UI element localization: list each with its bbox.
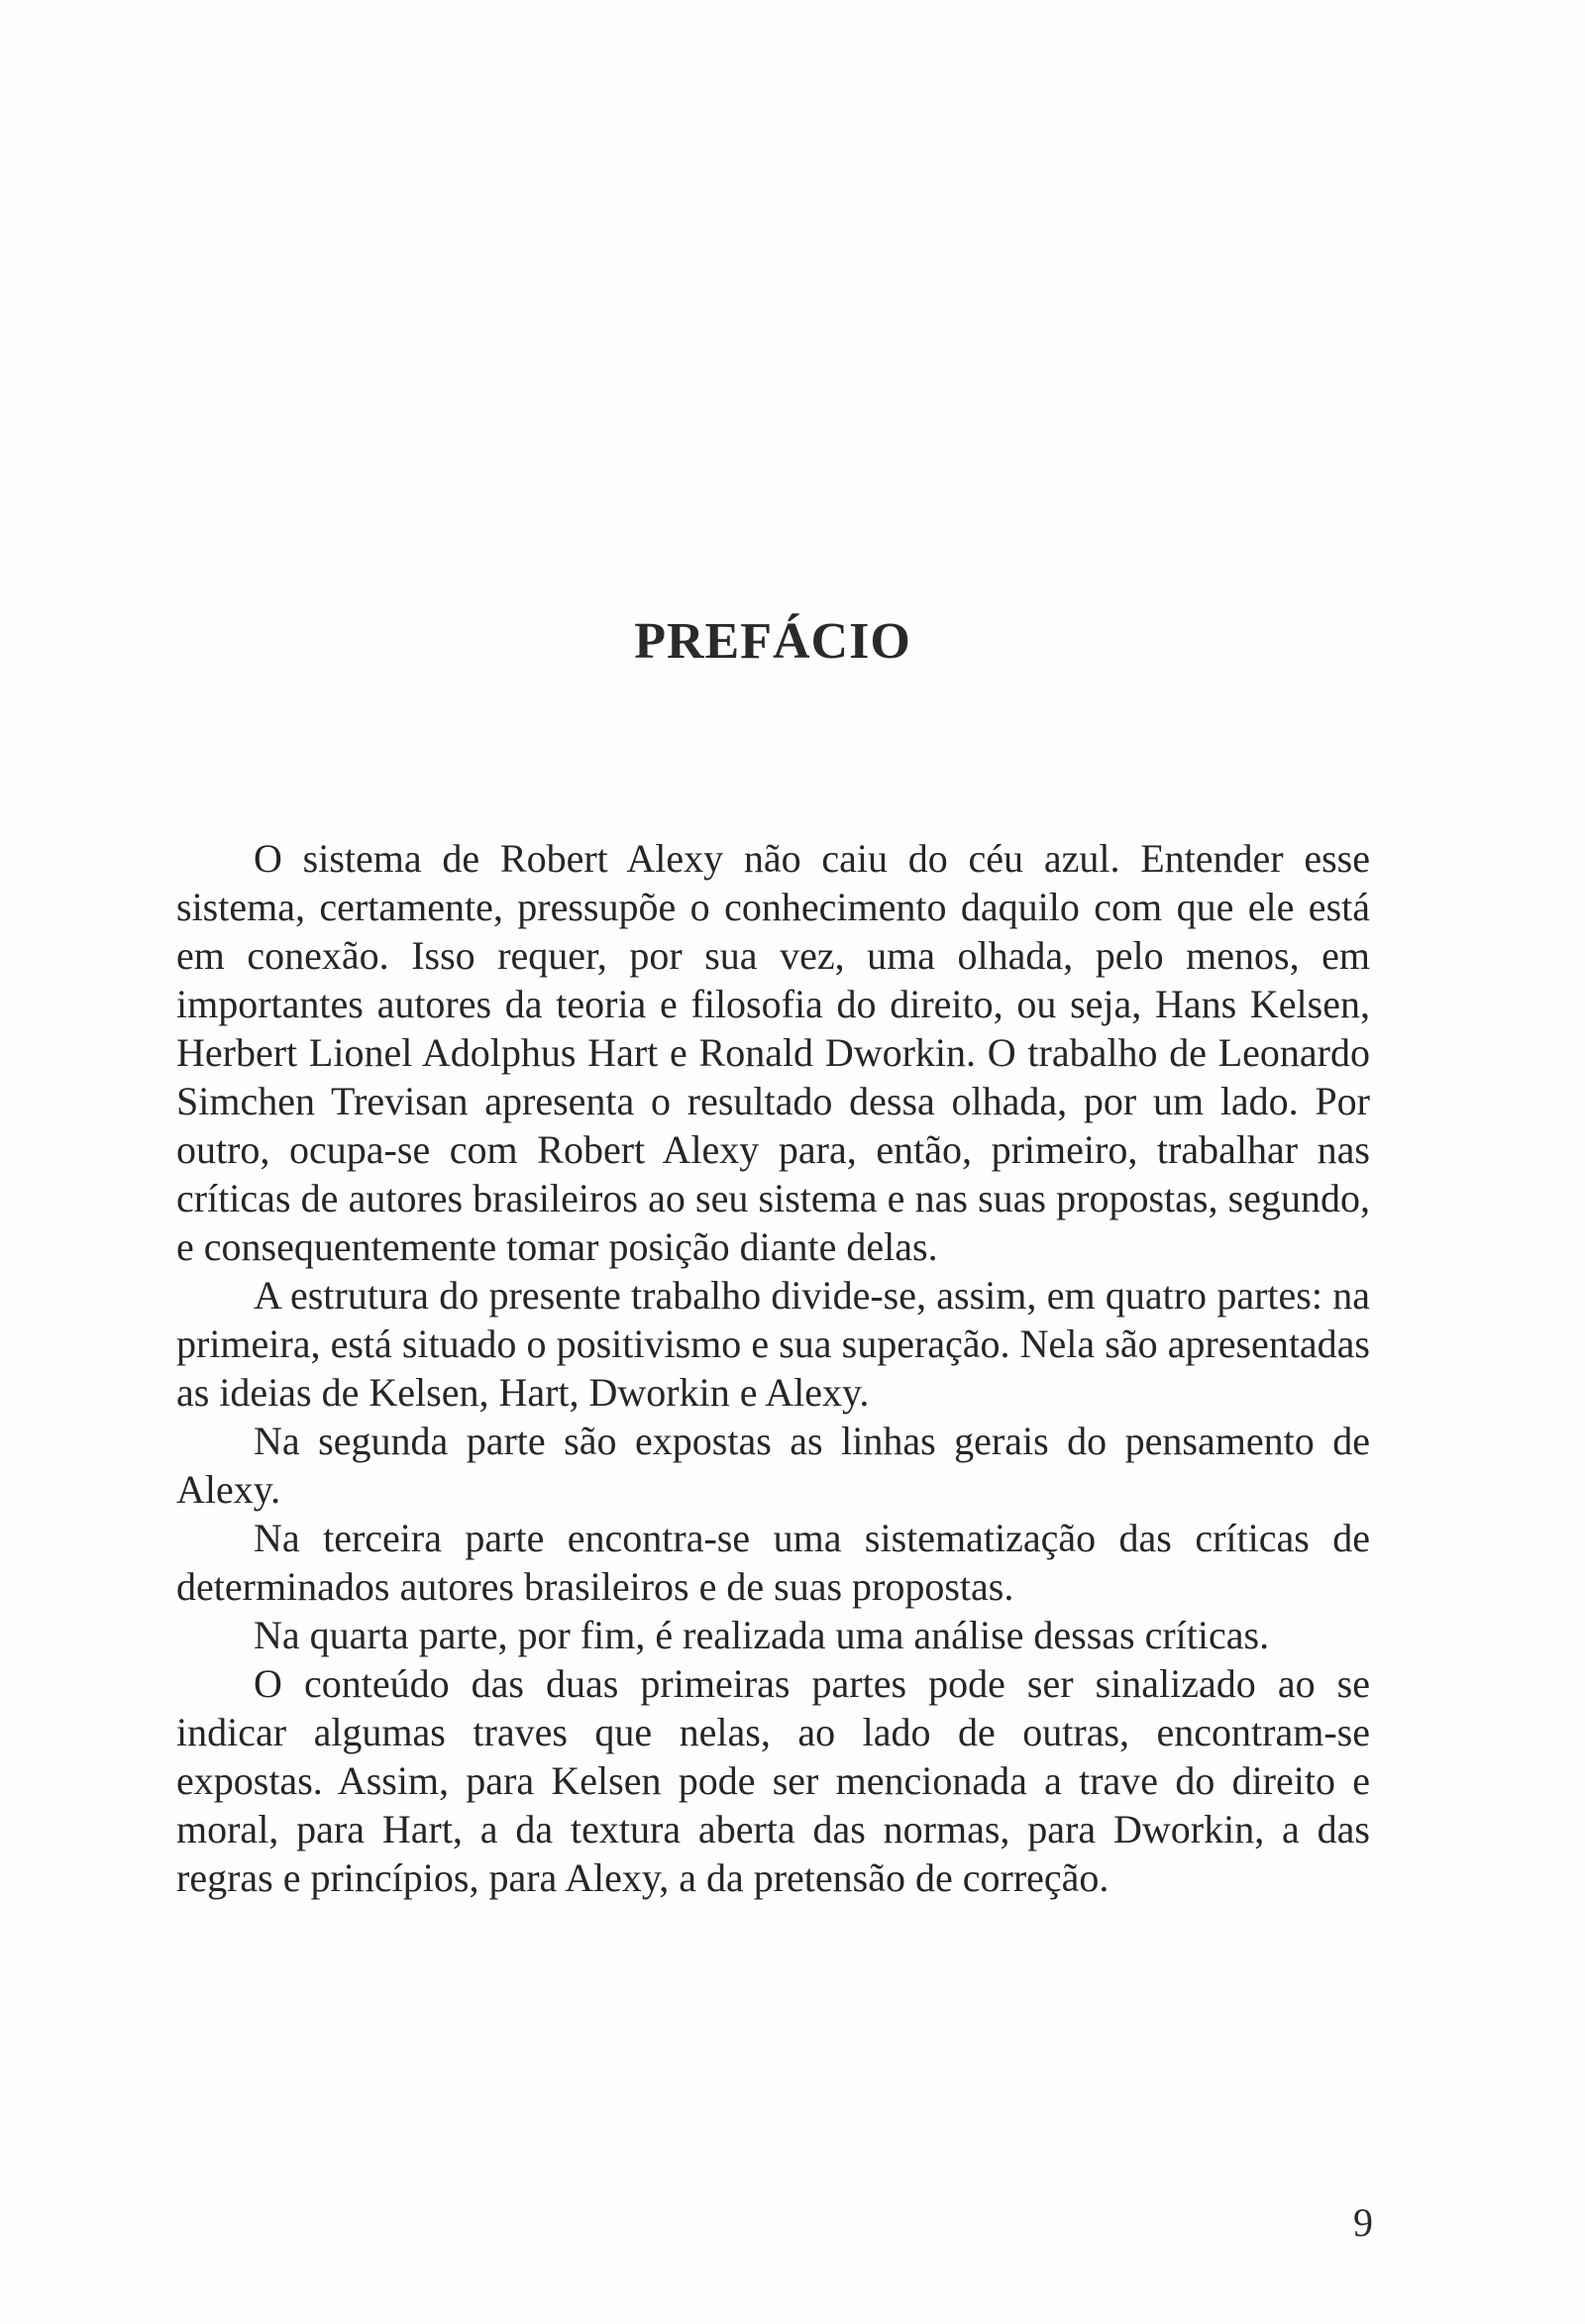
page-title: PREFÁCIO: [634, 612, 911, 670]
paragraph-4: Na terceira parte encontra-se uma sistematização das críticas de determinados autores brasileiros e de suas propostas.: [176, 1516, 1370, 1609]
paragraph-3: Na segunda parte são expostas as linhas gerais do pensamento de Alexy.: [176, 1419, 1370, 1512]
body-text: [176, 834, 1370, 1902]
paragraph-5: Na quarta parte, por fim, é realizada uma análise dessas críticas.: [254, 1613, 1270, 1657]
page-number: 9: [1353, 2200, 1373, 2245]
paragraph-1: O sistema de Robert Alexy não caiu do céu azul. Entender esse sistema, certamente, pressupõe o conhecimento daquilo com que ele está em conexão. Isso requer, por sua vez, uma olhada, pelo menos, em importantes autores da teoria e filosofia do direito, ou seja, Hans Kelsen, Herbert Lionel Adolphus Hart e Ronald Dworkin. O trabalho de Leonardo Simchen Trevisan apresenta o resultado dessa olhada, por um lado. Por outro, ocupa-se com Robert Alexy para, então, primeiro, trabalhar nas críticas de autores brasileiros ao seu sistema e nas suas propostas, segundo, e consequentemente tomar posição diante delas.: [176, 836, 1370, 1269]
paragraph-2: A estrutura do presente trabalho divide-se, assim, em quatro partes: na primeira, está situado o positivismo e sua superação. Nela são apresentadas as ideias de Kelsen, Hart, Dworkin e Alexy.: [176, 1273, 1370, 1415]
paragraph-6: O conteúdo das duas primeiras partes pode ser sinalizado ao se indicar algumas traves que nelas, ao lado de outras, encontram-se expostas. Assim, para Kelsen pode ser mencionada a trave do direito e moral, para Hart, a da textura aberta das normas, para Dworkin, a das regras e princípios, para Alexy, a da pretensão de correção.: [176, 1661, 1370, 1900]
